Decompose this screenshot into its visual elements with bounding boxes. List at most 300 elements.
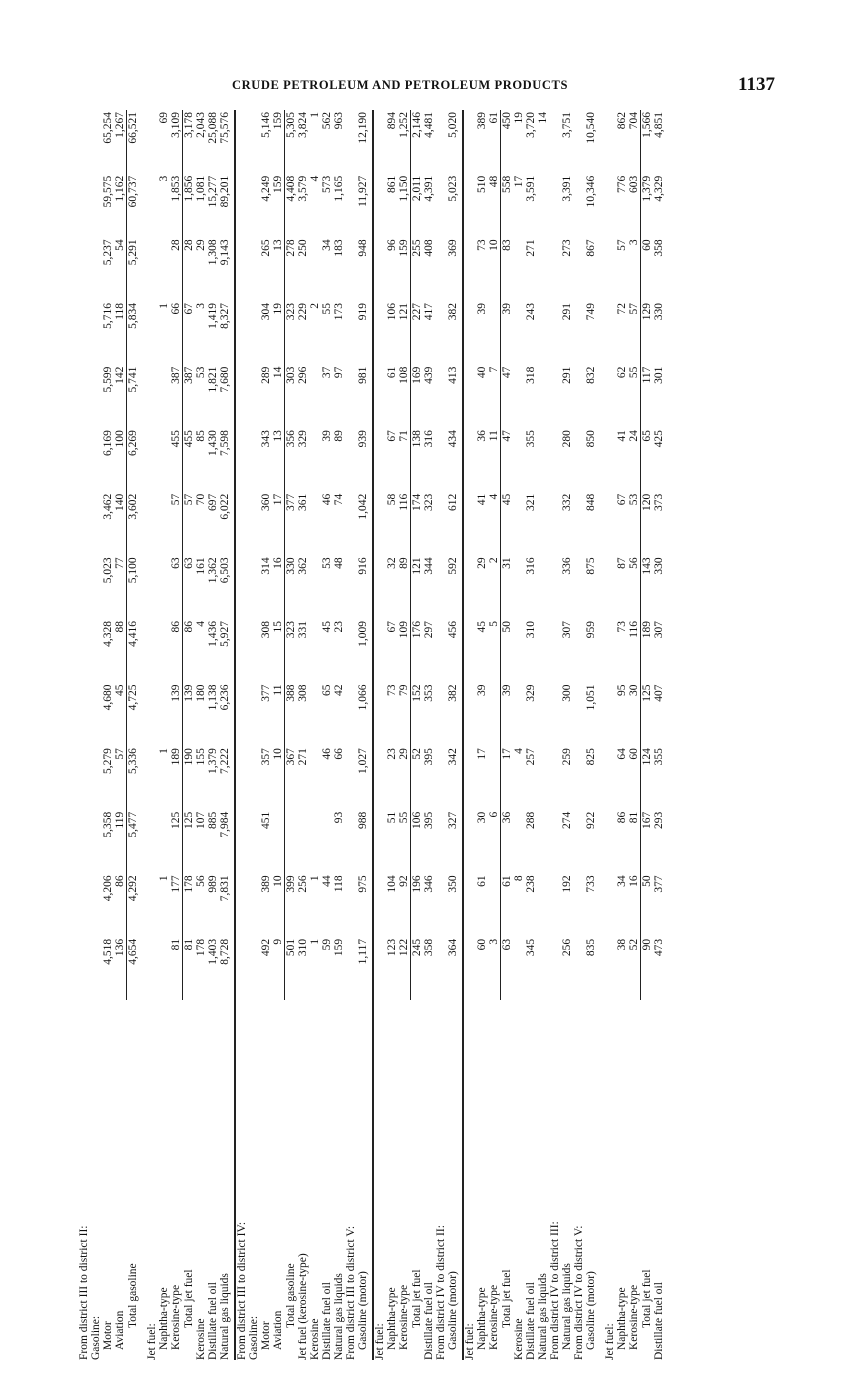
table-cell	[373, 110, 386, 174]
table-cell: 330	[285, 555, 298, 619]
table-cell: 10,346	[585, 175, 597, 208]
table-cell: 4,329	[653, 175, 665, 202]
table-cell	[146, 237, 158, 301]
table-cell	[513, 301, 525, 365]
table-cell: 345	[525, 938, 537, 957]
table-cell: 4	[513, 748, 525, 754]
table-cell: 95	[616, 684, 628, 697]
table-cell	[78, 619, 90, 683]
table-cell	[604, 555, 616, 619]
table-cell: 1,419	[207, 302, 219, 329]
table-cell: 86	[170, 620, 182, 633]
table-cell: 894	[386, 112, 398, 130]
table-cell	[573, 237, 585, 301]
table-cell: 455	[170, 430, 182, 448]
table-cell	[604, 873, 616, 937]
table-cell	[537, 619, 549, 683]
table-cell: 316	[525, 557, 537, 575]
table-cell: 308	[260, 620, 272, 639]
table-row	[373, 110, 386, 1360]
row-label: Gasoline:	[90, 1315, 102, 1360]
table-cell	[345, 365, 357, 429]
table-cell	[248, 746, 260, 810]
table-cell	[463, 110, 476, 174]
table-cell: 373	[653, 493, 665, 511]
table-row	[248, 110, 260, 1360]
table-cell: 3,602	[127, 492, 140, 556]
table-cell: 44	[321, 875, 333, 887]
table-cell: 1,150	[398, 175, 410, 202]
table-cell: 704	[628, 112, 640, 130]
row-label: Gasoline (motor)	[357, 1271, 369, 1350]
table-cell	[309, 746, 321, 810]
table-cell: 10	[272, 748, 284, 760]
table-cell	[345, 619, 357, 683]
table-cell: 55	[628, 366, 640, 379]
table-cell: 382	[447, 684, 459, 702]
table-row	[146, 110, 158, 1360]
table-cell: 89,201	[219, 175, 231, 208]
table-cell: 989	[207, 875, 219, 893]
row-label: Jet fuel (kerosine-type)	[297, 1253, 309, 1360]
table-cell	[248, 365, 260, 429]
table-cell	[597, 555, 604, 619]
table-cell: 196	[411, 873, 424, 937]
table-cell	[573, 492, 585, 556]
table-cell: 1	[158, 875, 170, 882]
table-row	[345, 110, 357, 1360]
table-cell	[373, 937, 386, 1001]
table-cell: 47	[501, 428, 514, 492]
table-cell	[549, 619, 561, 683]
table-cell: 3	[628, 239, 640, 246]
table-cell	[139, 237, 146, 301]
table-cell: 377	[260, 684, 272, 702]
table-cell: 89	[333, 430, 345, 442]
table-cell	[573, 301, 585, 365]
table-cell: 85	[195, 430, 207, 442]
table-row	[297, 110, 309, 1360]
table-cell: 81	[170, 938, 182, 951]
table-cell	[463, 683, 476, 747]
table-cell	[549, 555, 561, 619]
table-cell: 4,328	[102, 620, 114, 647]
table-cell	[78, 555, 90, 619]
table-cell: 4,391	[423, 175, 435, 202]
table-row	[549, 110, 561, 1360]
table-cell: 50	[641, 873, 654, 937]
table-cell: 377	[653, 875, 665, 893]
table-cell	[158, 937, 170, 1001]
table-cell	[513, 937, 525, 1001]
table-cell: 61	[386, 366, 398, 379]
table-cell	[537, 937, 549, 1001]
table-cell: 96	[386, 239, 398, 251]
table-cell	[573, 683, 585, 747]
table-cell	[90, 428, 102, 492]
table-cell	[463, 492, 476, 556]
table-cell	[309, 492, 321, 556]
table-cell: 389	[260, 875, 272, 893]
table-cell: 344	[423, 557, 435, 575]
table-row	[476, 110, 488, 1360]
table-cell: 395	[423, 811, 435, 829]
table-cell	[597, 746, 604, 810]
table-cell	[309, 555, 321, 619]
table-cell: 4	[195, 620, 207, 627]
table-row	[195, 110, 207, 1360]
table-cell: 180	[195, 684, 207, 702]
table-cell: 301	[653, 366, 665, 384]
table-cell	[139, 110, 146, 174]
table-cell: 5,291	[127, 237, 140, 301]
table-cell: 92	[398, 875, 410, 887]
table-cell: 4,206	[102, 875, 114, 902]
table-cell	[463, 555, 476, 619]
table-cell: 361	[297, 493, 309, 511]
table-row	[513, 110, 525, 1360]
table-cell	[146, 428, 158, 492]
table-cell: 1	[158, 302, 170, 309]
table-cell: 7,831	[219, 875, 231, 902]
table-cell: 29	[398, 748, 410, 760]
table-cell: 67	[616, 493, 628, 506]
table-cell: 4,680	[102, 684, 114, 711]
table-row	[435, 110, 447, 1360]
table-cell	[604, 683, 616, 747]
table-cell: 60	[641, 237, 654, 301]
table-cell: 293	[653, 811, 665, 829]
row-label: Natural gas liquids	[537, 1273, 549, 1360]
table-cell	[146, 746, 158, 810]
table-cell: 32	[386, 557, 398, 569]
table-cell	[158, 237, 170, 301]
table-cell	[345, 873, 357, 937]
table-cell: 364	[447, 938, 459, 957]
table-cell: 346	[423, 875, 435, 893]
table-cell: 922	[585, 811, 597, 829]
table-cell: 125	[641, 683, 654, 747]
table-cell: 86	[114, 875, 126, 887]
table-cell: 8,327	[219, 302, 231, 329]
table-cell: 116	[628, 620, 640, 638]
table-cell: 57	[183, 492, 196, 556]
table-cell: 1,403	[207, 938, 219, 965]
table-cell: 5,477	[127, 810, 140, 874]
table-cell: 30	[476, 811, 488, 824]
table-cell	[235, 110, 248, 174]
table-cell	[373, 619, 386, 683]
table-cell: 55	[398, 811, 410, 824]
table-cell	[78, 746, 90, 810]
table-cell	[78, 110, 90, 174]
table-cell	[248, 237, 260, 301]
table-cell: 65	[641, 428, 654, 492]
table-cell: 331	[297, 620, 309, 639]
table-cell	[573, 555, 585, 619]
table-cell: 71	[398, 430, 410, 442]
table-cell	[90, 810, 102, 874]
table-cell: 3	[158, 175, 170, 182]
table-cell: 407	[653, 684, 665, 702]
table-cell	[345, 746, 357, 810]
table-cell: 6	[488, 811, 500, 818]
table-cell: 356	[285, 428, 298, 492]
table-cell	[90, 237, 102, 301]
table-cell: 271	[525, 239, 537, 257]
table-cell	[488, 683, 501, 747]
table-cell	[573, 365, 585, 429]
table-cell: 57	[114, 748, 126, 760]
table-cell: 67	[386, 430, 398, 442]
table-cell	[235, 492, 248, 556]
row-label: Kerosine-type	[628, 1284, 640, 1350]
table-cell	[604, 301, 616, 365]
page-header	[0, 0, 855, 100]
table-cell: 17	[513, 175, 525, 188]
table-cell: 125	[183, 810, 196, 874]
running-title: CRUDE PETROLEUM AND PETROLEUM PRODUCTS	[232, 78, 569, 92]
table-cell: 4,292	[127, 873, 140, 937]
table-cell: 3,579	[297, 175, 309, 202]
table-cell: 52	[411, 746, 424, 810]
table-cell	[537, 810, 549, 874]
table-cell: 14	[537, 112, 549, 124]
table-cell: 256	[297, 875, 309, 893]
table-cell	[549, 237, 561, 301]
table-cell	[463, 365, 476, 429]
table-cell	[573, 873, 585, 937]
table-cell	[549, 174, 561, 238]
table-cell	[604, 365, 616, 429]
row-label: Distillate fuel oil	[423, 1282, 435, 1360]
table-cell: 64	[616, 748, 628, 760]
table-cell: 140	[114, 493, 126, 511]
table-cell: 355	[653, 748, 665, 766]
table-cell	[235, 174, 248, 238]
table-cell: 15	[272, 620, 284, 633]
table-cell	[235, 301, 248, 365]
table-cell	[78, 873, 90, 937]
table-cell	[248, 301, 260, 365]
table-cell	[321, 810, 333, 874]
table-cell: 57	[616, 239, 628, 251]
table-cell: 17	[501, 746, 514, 810]
table-cell: 832	[585, 366, 597, 384]
table-cell: 116	[398, 493, 410, 511]
table-cell	[248, 110, 260, 174]
row-label: Naphtha-type	[476, 1287, 488, 1350]
table-cell: 3,591	[525, 175, 537, 202]
table-cell	[435, 301, 447, 365]
table-cell: 37	[321, 366, 333, 379]
table-cell	[573, 619, 585, 683]
table-cell: 343	[260, 430, 272, 448]
table-cell	[513, 365, 525, 429]
table-cell: 67	[183, 301, 196, 365]
table-cell: 106	[411, 810, 424, 874]
table-cell: 501	[285, 937, 298, 1001]
table-cell	[345, 428, 357, 492]
table-cell: 40	[476, 366, 488, 379]
table-cell: 72	[616, 302, 628, 315]
table-cell: 245	[411, 937, 424, 1001]
table-cell: 417	[423, 302, 435, 321]
table-row	[398, 110, 411, 1360]
row-label: Gasoline (motor)	[585, 1271, 597, 1350]
table-cell: 307	[561, 620, 573, 639]
table-cell: 382	[447, 302, 459, 321]
row-label	[597, 1001, 604, 1361]
table-cell: 5,100	[127, 555, 140, 619]
table-cell: 5,023	[102, 557, 114, 584]
table-cell: 1,252	[398, 112, 410, 138]
row-label: Jet fuel:	[464, 1323, 476, 1360]
table-cell: 1,081	[195, 175, 207, 202]
row-label: Naphtha-type	[386, 1287, 398, 1350]
table-cell: 1,308	[207, 239, 219, 266]
table-cell: 981	[357, 366, 369, 384]
table-cell: 67	[386, 620, 398, 633]
table-cell: 39	[321, 430, 333, 442]
table-cell	[488, 873, 501, 937]
row-label: Motor	[260, 1321, 272, 1350]
table-cell	[597, 619, 604, 683]
table-cell: 4,654	[127, 937, 140, 1001]
row-label: Aviation	[114, 1310, 126, 1350]
table-cell: 159	[272, 175, 284, 193]
table-cell	[139, 619, 146, 683]
table-cell: 56	[195, 875, 207, 887]
table-cell	[537, 365, 549, 429]
table-cell: 562	[321, 112, 333, 130]
table-cell: 87	[616, 557, 628, 569]
table-cell	[158, 365, 170, 429]
table-cell: 697	[207, 493, 219, 511]
table-row	[525, 110, 537, 1360]
table-cell	[90, 492, 102, 556]
table-cell: 108	[398, 366, 410, 384]
table-cell: 81	[183, 937, 196, 1001]
table-cell	[235, 810, 248, 874]
table-row	[260, 110, 272, 1360]
table-cell	[158, 428, 170, 492]
table-cell: 255	[411, 237, 424, 301]
table-cell: 52	[628, 938, 640, 951]
table-cell: 975	[357, 875, 369, 893]
table-cell: 10,540	[585, 112, 597, 144]
table-cell	[90, 683, 102, 747]
table-cell: 152	[411, 683, 424, 747]
table-cell: 3,824	[297, 112, 309, 138]
row-label: Distillate fuel oil	[321, 1282, 333, 1360]
table-cell: 79	[398, 684, 410, 697]
table-cell: 75,576	[219, 112, 231, 144]
table-cell	[235, 428, 248, 492]
table-cell: 558	[501, 174, 514, 238]
table-cell: 47	[501, 365, 514, 429]
table-cell: 15,277	[207, 175, 219, 208]
table-cell	[373, 810, 386, 874]
table-cell	[139, 428, 146, 492]
table-cell: 122	[398, 938, 410, 957]
table-cell	[248, 492, 260, 556]
table-cell	[597, 365, 604, 429]
table-cell: 3,751	[561, 112, 573, 138]
table-cell	[248, 174, 260, 238]
table-row	[309, 110, 321, 1360]
table-row	[597, 110, 604, 1360]
table-cell: 6,236	[219, 684, 231, 711]
table-cell: 3	[488, 938, 500, 945]
row-label: From district III to district V:	[345, 1225, 357, 1360]
table-cell	[573, 174, 585, 238]
table-cell	[604, 810, 616, 874]
table-cell: 66,521	[127, 110, 140, 174]
table-cell: 28	[183, 237, 196, 301]
table-cell: 353	[423, 684, 435, 702]
table-cell	[309, 237, 321, 301]
table-cell: 1,436	[207, 620, 219, 647]
table-cell	[90, 301, 102, 365]
table-row	[423, 110, 435, 1360]
table-cell: 143	[641, 555, 654, 619]
table-cell: 7,222	[219, 748, 231, 774]
table-cell: 1,051	[585, 684, 597, 711]
table-cell: 332	[561, 493, 573, 511]
row-label: From district IV to district V:	[573, 1225, 585, 1360]
table-cell	[139, 746, 146, 810]
table-cell	[597, 110, 604, 174]
table-cell	[78, 365, 90, 429]
table-cell: 10	[272, 875, 284, 887]
table-cell: 41	[476, 493, 488, 506]
table-cell	[248, 937, 260, 1001]
table-cell: 138	[411, 428, 424, 492]
table-cell	[345, 174, 357, 238]
table-cell	[158, 683, 170, 747]
table-cell: 1,566	[641, 110, 654, 174]
table-cell: 4,408	[285, 174, 298, 238]
table-cell: 456	[447, 620, 459, 639]
table-cell: 3	[195, 302, 207, 309]
table-cell: 34	[616, 875, 628, 887]
table-cell: 825	[585, 748, 597, 766]
table-cell	[90, 365, 102, 429]
table-cell	[435, 174, 447, 238]
table-cell	[513, 683, 525, 747]
table-cell	[435, 365, 447, 429]
table-cell: 10	[488, 239, 500, 251]
table-cell: 885	[207, 811, 219, 829]
table-cell	[373, 492, 386, 556]
table-cell: 119	[114, 811, 126, 829]
table-row	[285, 110, 298, 1360]
row-label: Total jet fuel	[640, 1269, 653, 1328]
table-row	[272, 110, 285, 1360]
table-cell: 97	[333, 366, 345, 379]
table-cell: 939	[357, 430, 369, 448]
table-row	[537, 110, 549, 1360]
table-cell	[235, 619, 248, 683]
table-cell: 14	[272, 366, 284, 379]
table-cell: 117	[641, 365, 654, 429]
table-cell: 288	[525, 811, 537, 829]
table-row	[641, 110, 654, 1360]
row-label: Total jet fuel	[410, 1269, 423, 1328]
table-cell: 7,984	[219, 811, 231, 838]
table-cell	[597, 492, 604, 556]
